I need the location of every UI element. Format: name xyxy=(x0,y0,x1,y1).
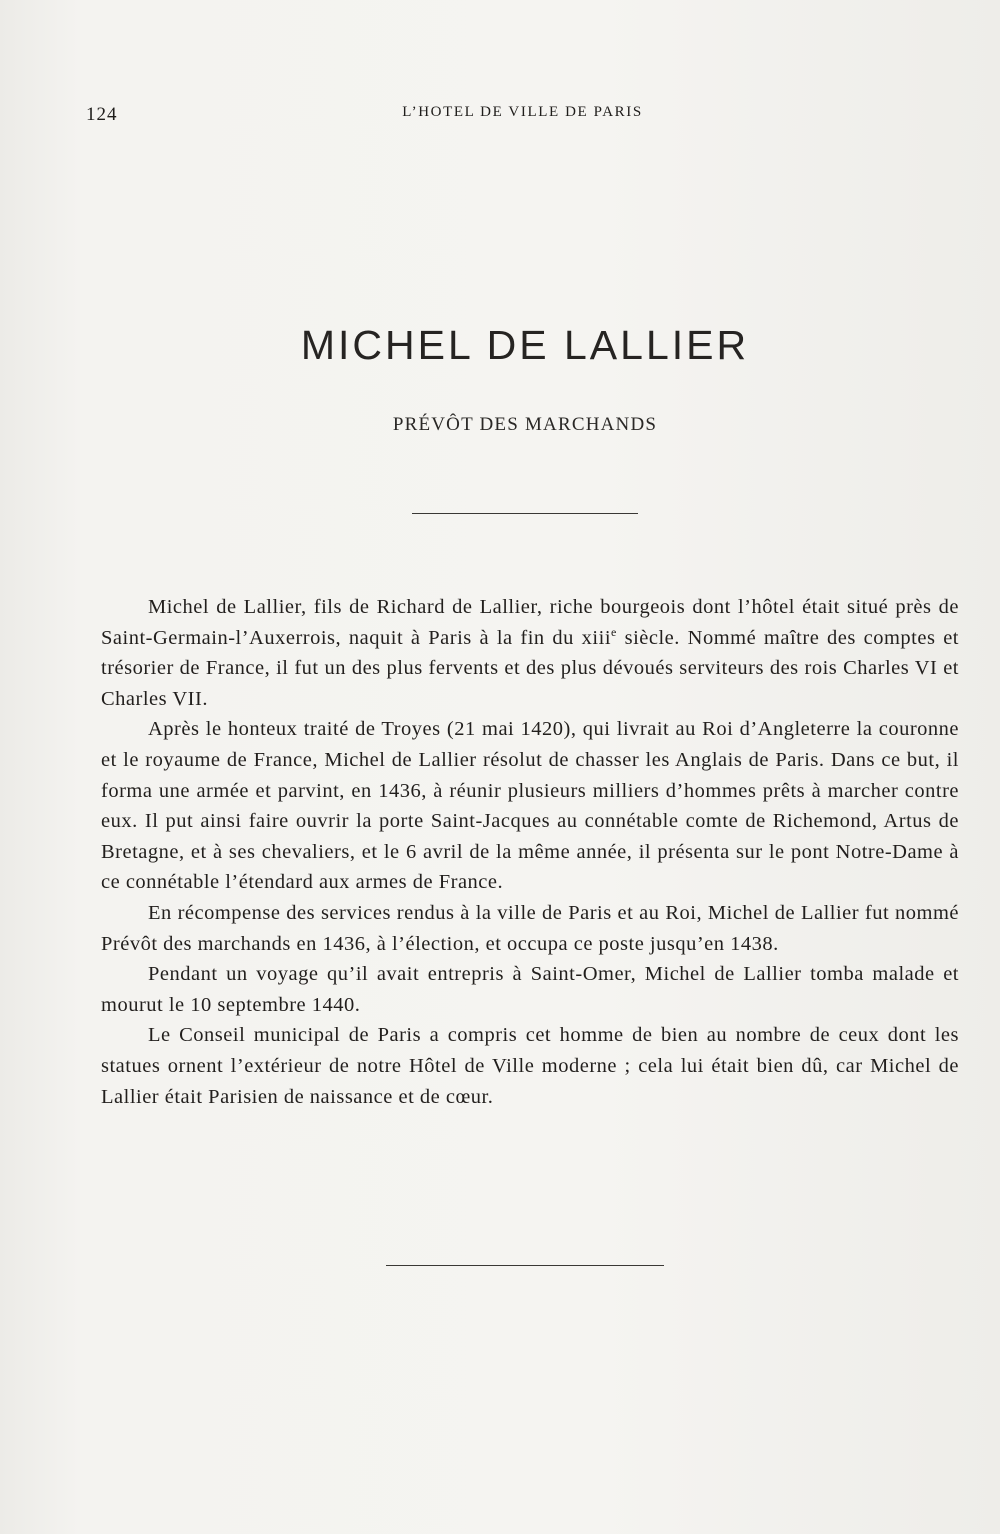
paragraph-1 xyxy=(101,592,959,714)
page-number: 124 xyxy=(86,104,118,125)
century-numeral: xiii xyxy=(581,626,612,649)
top-divider xyxy=(412,513,638,514)
chapter-title: MICHEL DE LALLIER xyxy=(300,322,750,368)
page-header xyxy=(0,104,1000,126)
century-suffix: e xyxy=(611,624,617,639)
paragraph-3: En récompense des services rendus à la ville de Paris et au Roi, Michel de Lallier fut nommé Prévôt des marchands en 1436, à l’élection, et occupa ce poste jusqu’en 1438. xyxy=(101,901,959,955)
paragraph-1-after: siècle. Nommé maître des comptes et trésorier de France, il fut un des plus fervents et des plus dévoués serviteurs des rois Charles VI et Charles VII. xyxy=(101,626,959,710)
body-text xyxy=(101,592,959,1112)
paragraph-2: Après le honteux traité de Troyes (21 mai 1420), qui livrait au Roi d’Angleterre la couronne et le royaume de France, Michel de Lallier résolut de chasser les Anglais de Paris. Dans ce but, il forma une armée et parvint, en 1436, à réunir plusieurs milliers d’hommes prêts à marcher contre eux. Il put ainsi faire ouvrir la porte Saint-Jacques au connétable comte de Richemond, Artus de Bretagne, et à ses chevaliers, et le 6 avril de la même année, il présenta sur le pont Notre-Dame à ce connétable l’étendard aux armes de France. xyxy=(101,718,959,894)
bottom-divider xyxy=(386,1265,664,1266)
paragraph-4: Pendant un voyage qu’il avait entrepris à Saint-Omer, Michel de Lallier tomba malade et mourut le 10 septembre 1440. xyxy=(101,963,959,1016)
paragraph-1-before: Michel de Lallier, fils de Richard de Lallier, riche bourgeois dont l’hôtel était situé près de Saint-Germain-l’Auxerrois, naquit à Paris à la fin du xyxy=(101,596,959,649)
chapter-subtitle: PRÉVÔT DES MARCHANDS xyxy=(392,414,658,435)
running-title: L’HOTEL DE VILLE DE PARIS xyxy=(402,104,643,120)
paragraph-5: Le Conseil municipal de Paris a compris cet homme de bien au nombre de ceux dont les statues ornent l’extérieur de notre Hôtel de Ville moderne ; cela lui était bien dû, car Michel de Lallier était Parisien de naissance et de cœur. xyxy=(101,1024,959,1108)
